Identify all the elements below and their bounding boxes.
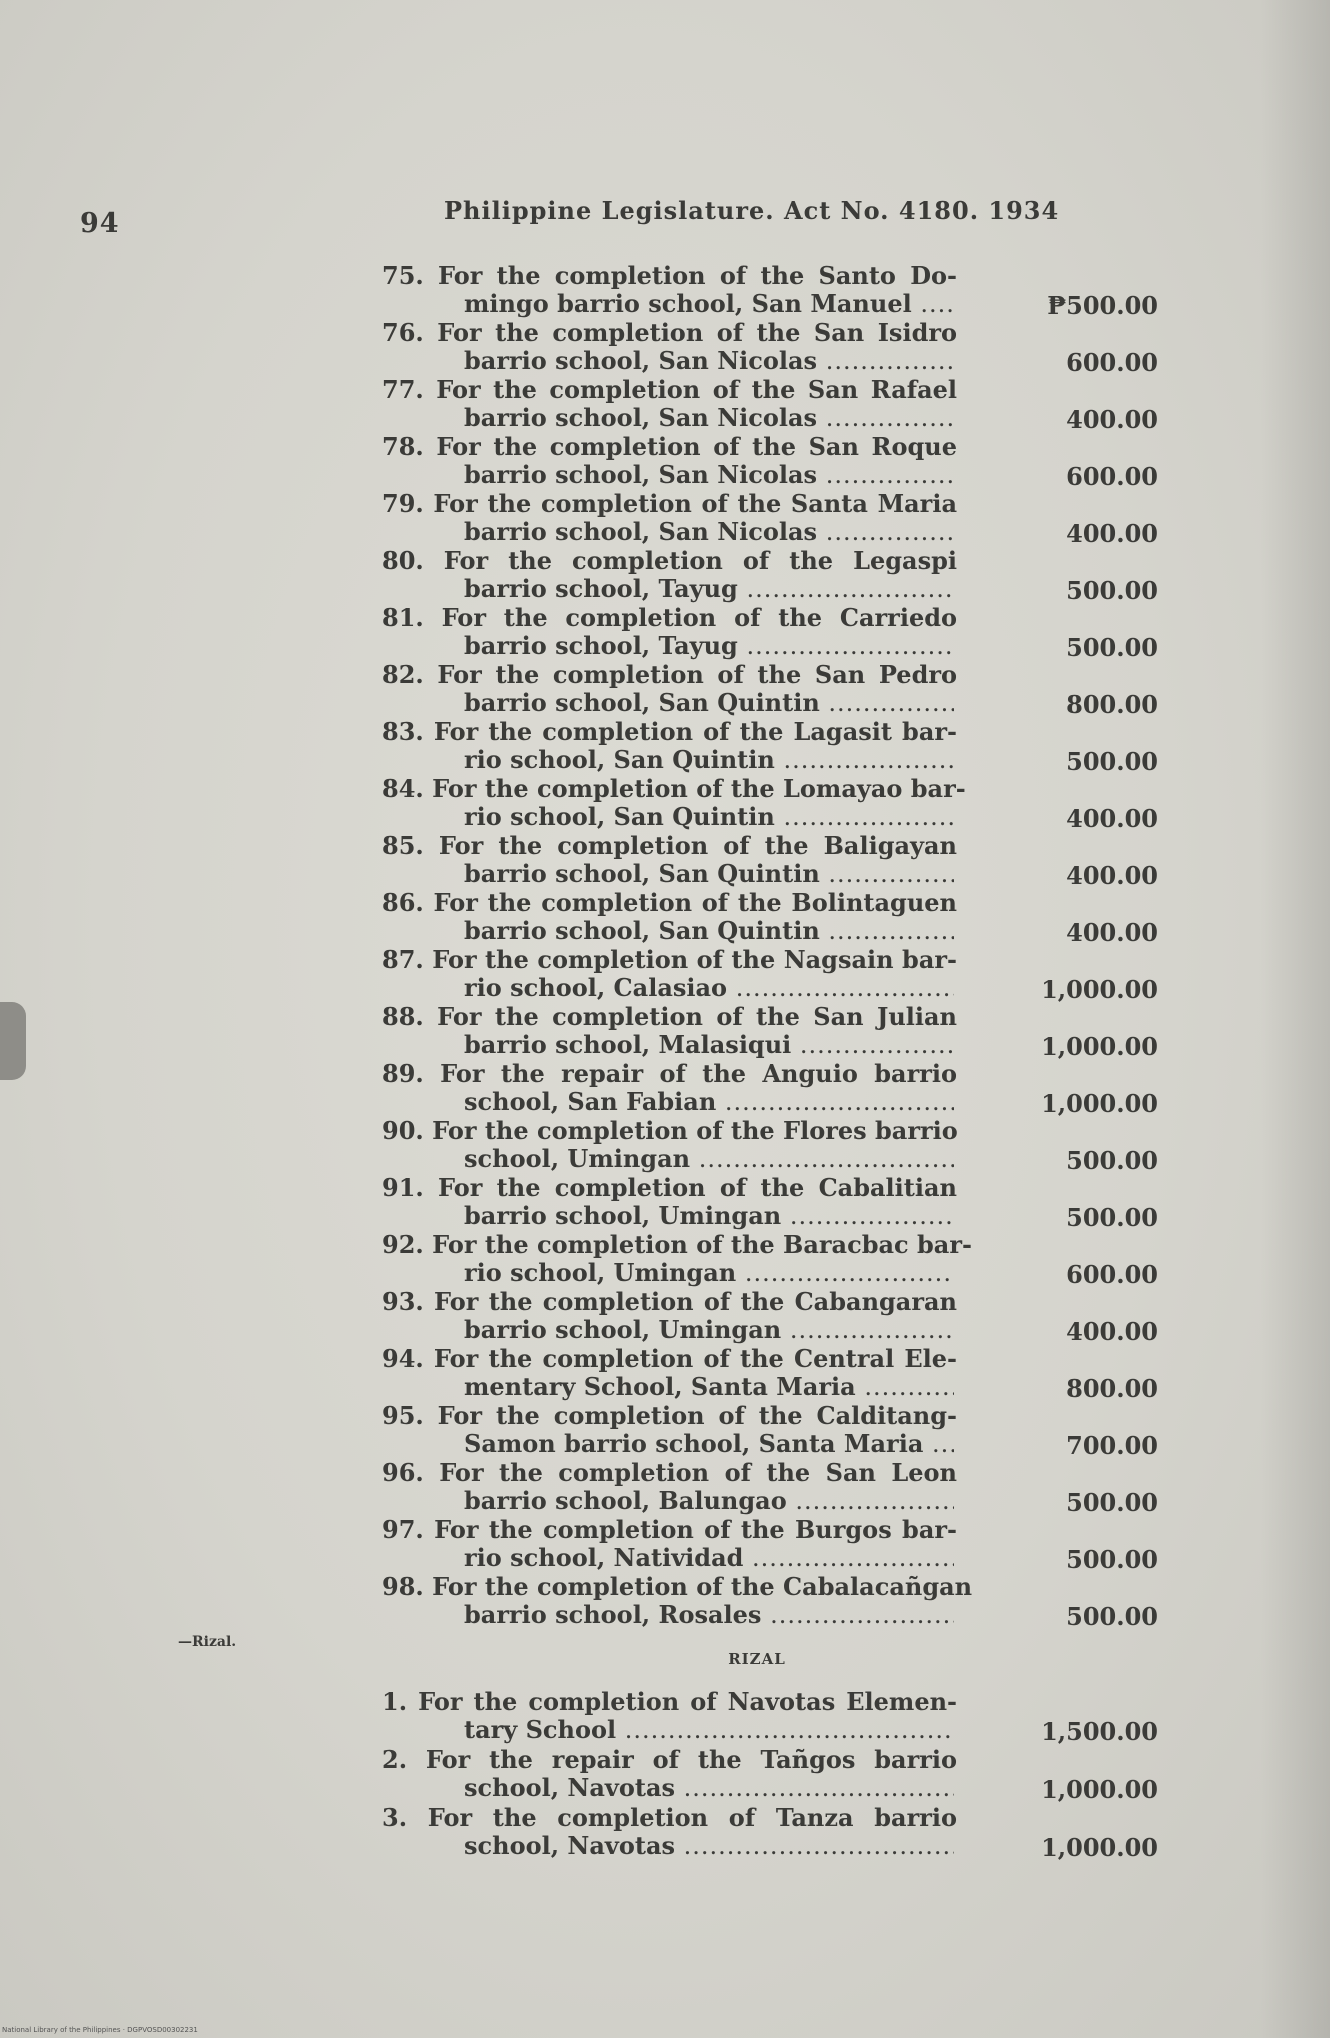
- margin-note: —Rizal.: [178, 1634, 237, 1650]
- item-text-line2: barrio school, Rosales .....: [464, 1601, 954, 1629]
- item-amount: 500.00: [1066, 1146, 1158, 1175]
- archive-footer: National Library of the Philippines · DGPVOSD00302231: [2, 2026, 198, 2034]
- list-item: [0, 1746, 1330, 1804]
- item-amount: 400.00: [1066, 918, 1158, 947]
- item-amount: 800.00: [1066, 1374, 1158, 1403]
- item-amount: 1,000.00: [1041, 1032, 1158, 1061]
- item-text-line1: 1. For the completion of Navotas Elemen-: [382, 1687, 957, 1716]
- list-item: [0, 775, 1330, 832]
- item-text-line2: rio school, Umingan .....: [464, 1259, 954, 1287]
- item-text-line2: mentary School, Santa Maria .....: [464, 1373, 954, 1401]
- item-text-line2: barrio school, San Quintin .....: [464, 689, 954, 717]
- item-amount: 600.00: [1066, 348, 1158, 377]
- list-item: [0, 1402, 1330, 1459]
- item-text-line1: 77. For the completion of the San Rafael: [382, 375, 957, 404]
- item-text-line1: 98. For the completion of the Cabalacañgan: [382, 1572, 973, 1601]
- item-text-line1: 3. For the completion of Tanza barrio: [382, 1803, 957, 1832]
- section-title-text: RIZAL: [728, 1650, 786, 1668]
- list-item: [0, 547, 1330, 604]
- item-text-line1: 83. For the completion of the Lagasit bar-: [382, 717, 957, 746]
- item-text-line2: barrio school, Umingan .....: [464, 1202, 954, 1230]
- item-text-line2: rio school, San Quintin .....: [464, 803, 954, 831]
- item-text-line2: rio school, San Quintin .....: [464, 746, 954, 774]
- list-item: [0, 490, 1330, 547]
- item-amount: 400.00: [1066, 804, 1158, 833]
- item-amount: 700.00: [1066, 1431, 1158, 1460]
- item-text-line2: school, Navotas .....: [464, 1774, 954, 1802]
- item-text-line2: rio school, Natividad .....: [464, 1544, 954, 1572]
- item-text-line1: 92. For the completion of the Baracbac bar-: [382, 1230, 972, 1259]
- item-text-line1: 94. For the completion of the Central Ele-: [382, 1344, 957, 1373]
- item-text-line1: 76. For the completion of the San Isidro: [382, 318, 957, 347]
- item-amount: 1,000.00: [1041, 1775, 1158, 1804]
- list-item: [0, 946, 1330, 1003]
- item-text-line1: 82. For the completion of the San Pedro: [382, 660, 957, 689]
- item-text-line1: 78. For the completion of the San Roque: [382, 432, 957, 461]
- item-text-line1: 91. For the completion of the Cabalitian: [382, 1173, 957, 1202]
- list-item: [0, 604, 1330, 661]
- item-text-line2: mingo barrio school, San Manuel .....: [464, 290, 954, 318]
- item-amount: 500.00: [1066, 1203, 1158, 1232]
- item-text-line2: tary School .....: [464, 1716, 954, 1744]
- list-item: [0, 376, 1330, 433]
- list-item: [0, 718, 1330, 775]
- item-amount: 600.00: [1066, 462, 1158, 491]
- item-text-line1: 97. For the completion of the Burgos bar-: [382, 1515, 957, 1544]
- item-amount: 400.00: [1066, 519, 1158, 548]
- list-item: [0, 1573, 1330, 1630]
- item-amount: 400.00: [1066, 405, 1158, 434]
- list-item: [0, 1174, 1330, 1231]
- list-item: [0, 1117, 1330, 1174]
- list-item: [0, 1288, 1330, 1345]
- item-amount: 1,000.00: [1041, 975, 1158, 1004]
- item-text-line1: 81. For the completion of the Carriedo: [382, 603, 957, 632]
- item-text-line2: barrio school, San Quintin .....: [464, 860, 954, 888]
- item-text-line2: school, San Fabian .....: [464, 1088, 954, 1116]
- item-text-line2: barrio school, Malasiqui .....: [464, 1031, 954, 1059]
- item-text-line2: barrio school, San Nicolas .....: [464, 404, 954, 432]
- item-amount: 400.00: [1066, 1317, 1158, 1346]
- item-text-line1: 86. For the completion of the Bolintaguen: [382, 888, 957, 917]
- item-amount: 1,000.00: [1041, 1089, 1158, 1118]
- item-text-line2: rio school, Calasiao .....: [464, 974, 954, 1002]
- item-text-line1: 75. For the completion of the Santo Do-: [382, 261, 957, 290]
- section-title: [0, 1650, 1330, 1668]
- item-amount: ₱500.00: [1047, 291, 1158, 320]
- item-text-line1: 85. For the completion of the Baligayan: [382, 831, 957, 860]
- item-text-line2: school, Umingan .....: [464, 1145, 954, 1173]
- item-text-line1: 87. For the completion of the Nagsain bar-: [382, 945, 957, 974]
- item-amount: 500.00: [1066, 747, 1158, 776]
- list-item: [0, 1516, 1330, 1573]
- item-amount: 500.00: [1066, 576, 1158, 605]
- item-amount: 500.00: [1066, 1488, 1158, 1517]
- list-item: [0, 1459, 1330, 1516]
- item-amount: 500.00: [1066, 1545, 1158, 1574]
- item-amount: 500.00: [1066, 1602, 1158, 1631]
- item-text-line2: school, Navotas .....: [464, 1832, 954, 1860]
- running-head: Philippine Legislature. Act No. 4180. 1934: [444, 196, 1060, 225]
- item-text-line1: 93. For the completion of the Cabangaran: [382, 1287, 957, 1316]
- item-text-line2: barrio school, San Quintin .....: [464, 917, 954, 945]
- item-text-line1: 95. For the completion of the Calditang-: [382, 1401, 957, 1430]
- list-item: [0, 1345, 1330, 1402]
- item-amount: 400.00: [1066, 861, 1158, 890]
- item-text-line2: Samon barrio school, Santa Maria .....: [464, 1430, 954, 1458]
- item-text-line1: 84. For the completion of the Lomayao bar-: [382, 774, 966, 803]
- item-text-line1: 89. For the repair of the Anguio barrio: [382, 1059, 957, 1088]
- item-text-line2: barrio school, Balungao .....: [464, 1487, 954, 1515]
- list-item: [0, 661, 1330, 718]
- list-item: [0, 433, 1330, 490]
- list-item: [0, 1231, 1330, 1288]
- list-item: [0, 1804, 1330, 1862]
- item-text-line2: barrio school, San Nicolas .....: [464, 461, 954, 489]
- item-text-line2: barrio school, San Nicolas .....: [464, 347, 954, 375]
- page-number: 94: [80, 208, 120, 239]
- list-item: [0, 1003, 1330, 1060]
- item-amount: 1,000.00: [1041, 1833, 1158, 1862]
- list-item: [0, 1688, 1330, 1746]
- list-item: [0, 832, 1330, 889]
- item-text-line2: barrio school, Tayug .....: [464, 575, 954, 603]
- item-amount: 800.00: [1066, 690, 1158, 719]
- item-amount: 1,500.00: [1041, 1717, 1158, 1746]
- list-item: [0, 1060, 1330, 1117]
- item-text-line1: 88. For the completion of the San Julian: [382, 1002, 957, 1031]
- item-text-line1: 80. For the completion of the Legaspi: [382, 546, 957, 575]
- item-text-line2: barrio school, Tayug .....: [464, 632, 954, 660]
- item-text-line1: 90. For the completion of the Flores barrio: [382, 1116, 958, 1145]
- list-item: [0, 262, 1330, 319]
- item-amount: 500.00: [1066, 633, 1158, 662]
- item-text-line1: 96. For the completion of the San Leon: [382, 1458, 957, 1487]
- item-text-line2: barrio school, San Nicolas .....: [464, 518, 954, 546]
- list-item: [0, 889, 1330, 946]
- list-item: [0, 319, 1330, 376]
- item-amount: 600.00: [1066, 1260, 1158, 1289]
- item-text-line1: 2. For the repair of the Tañgos barrio: [382, 1745, 957, 1774]
- item-text-line2: barrio school, Umingan .....: [464, 1316, 954, 1344]
- item-text-line1: 79. For the completion of the Santa Maria: [382, 489, 957, 518]
